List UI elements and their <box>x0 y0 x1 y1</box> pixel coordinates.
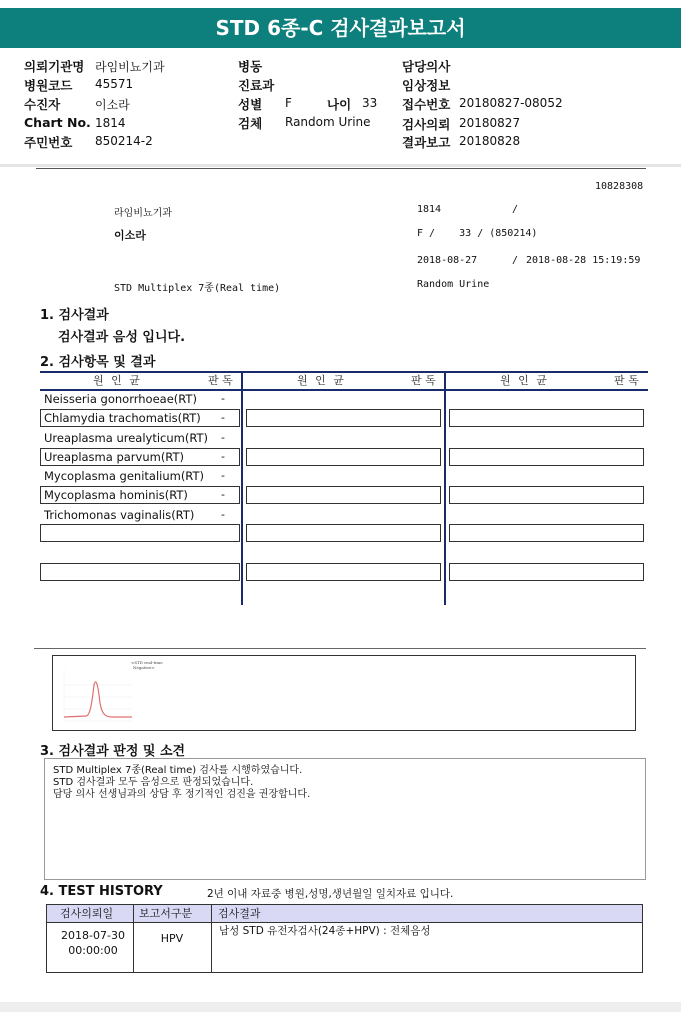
chart-title-line1: <STD real-time <box>131 660 163 665</box>
empty-cell <box>246 486 441 504</box>
section4-title: 4. TEST HISTORY <box>40 884 163 899</box>
table-divider-2 <box>444 373 446 605</box>
sheet-top-line <box>36 168 646 169</box>
opinion-line: STD Multiplex 7종(Real time) 검사를 시행하였습니다. <box>53 765 303 776</box>
history-header-result: 검사결과 <box>218 907 261 920</box>
table-row: Trichomonas vaginalis(RT) <box>44 508 195 522</box>
section2-title: 2. 검사항목 및 결과 <box>40 355 156 370</box>
sheet-sex-age: F / 33 / (850214) <box>417 228 538 239</box>
sheet-patient: 이소라 <box>114 229 146 242</box>
empty-cell <box>246 409 441 427</box>
report-title: STD 6종-C 검사결과보고서 <box>0 8 681 48</box>
label-test-request: 검사의뢰 <box>402 117 451 132</box>
sheet-test-name: STD Multiplex 7종(Real time) <box>114 283 281 294</box>
empty-cell <box>449 448 644 466</box>
section1-title: 1. 검사결과 <box>40 308 109 323</box>
empty-cell <box>246 563 441 581</box>
label-specimen: 검체 <box>238 116 263 131</box>
header-judge-1: 판 독 <box>208 374 233 387</box>
table-row-result: - <box>221 411 225 424</box>
label-referral-org: 의뢰기관명 <box>24 59 85 74</box>
table-row: Neisseria gonorrhoeae(RT) <box>44 392 197 406</box>
header-organism-2: 원 인 균 <box>297 374 346 387</box>
value-resident-no: 850214-2 <box>95 134 153 148</box>
section3-title: 3. 검사결과 판정 및 소견 <box>40 744 186 759</box>
sheet-slash: / <box>512 204 519 215</box>
value-hospital-code: 45571 <box>95 77 134 91</box>
table-divider-1 <box>241 373 243 605</box>
label-sex: 성별 <box>238 97 263 112</box>
label-result-report: 결과보고 <box>402 135 451 150</box>
header-organism-1: 원 인 균 <box>93 374 142 387</box>
pcr-chart-box <box>52 655 636 731</box>
chart-title-line2: Negative> <box>133 665 155 670</box>
history-table <box>46 904 643 973</box>
table-row: Mycoplasma hominis(RT) <box>44 488 188 502</box>
sheet-chart-no: 1814 <box>417 204 442 215</box>
table-row-result: - <box>221 508 225 521</box>
table-row-result: - <box>221 469 225 482</box>
table-row: Chlamydia trachomatis(RT) <box>44 411 201 425</box>
label-department: 진료과 <box>238 78 275 93</box>
history-header-type: 보고서구분 <box>139 907 193 920</box>
value-referral-org: 라임비뇨기과 <box>95 60 165 74</box>
table-row-result: - <box>221 431 225 444</box>
table-row: Ureaplasma parvum(RT) <box>44 450 184 464</box>
empty-cell <box>449 563 644 581</box>
label-clinical-info: 임상정보 <box>402 78 451 93</box>
empty-cell <box>40 524 240 542</box>
empty-cell <box>449 524 644 542</box>
value-patient: 이소라 <box>95 98 130 112</box>
history-note: 2년 이내 자료중 병원,성명,생년월일 일치자료 입니다. <box>207 888 454 900</box>
table-row-result: - <box>221 392 225 405</box>
header-judge-3: 판 독 <box>614 374 639 387</box>
value-result-report: 20180828 <box>459 134 521 148</box>
label-resident-no: 주민번호 <box>24 135 73 150</box>
sheet-date-reported: 2018-08-28 15:19:59 <box>526 255 641 266</box>
empty-cell <box>246 448 441 466</box>
opinion-line: 담당 의사 선생님과의 상담 후 정기적인 검진을 권장합니다. <box>53 789 311 800</box>
label-patient: 수진자 <box>24 97 61 112</box>
history-type: HPV <box>160 932 184 945</box>
history-date <box>55 928 131 958</box>
empty-cell <box>449 409 644 427</box>
label-doctor: 담당의사 <box>402 59 451 74</box>
history-divider <box>211 905 212 972</box>
table-row-result: - <box>221 488 225 501</box>
header-judge-2: 판 독 <box>411 374 436 387</box>
value-age: 33 <box>362 96 378 110</box>
history-result: 남성 STD 유전자검사(24종+HPV) : 전체음성 <box>219 925 431 937</box>
sheet-specimen: Random Urine <box>417 279 490 290</box>
history-date-line1: 2018-07-30 <box>61 929 125 942</box>
amplification-curve-thumbnail <box>56 659 136 729</box>
chart-title <box>131 660 163 670</box>
history-header-date: 검사의뢰일 <box>60 907 114 920</box>
header-divider <box>0 164 681 167</box>
opinion-line: STD 검사결과 모두 음성으로 판정되었습니다. <box>53 777 254 788</box>
opinion-box <box>44 758 646 880</box>
history-header <box>47 905 642 923</box>
header-organism-3: 원 인 균 <box>500 374 549 387</box>
sheet-date-sep: / <box>512 255 519 266</box>
value-chart-no: 1814 <box>95 116 126 130</box>
label-ward: 병동 <box>238 59 263 74</box>
section1-result: 검사결과 음성 입니다. <box>58 330 186 345</box>
table-row: Ureaplasma urealyticum(RT) <box>44 431 209 445</box>
footer-bar <box>0 1002 681 1012</box>
empty-cell <box>449 486 644 504</box>
history-date-line2: 00:00:00 <box>68 944 118 957</box>
table-row: Mycoplasma genitalium(RT) <box>44 469 204 483</box>
value-test-request: 20180827 <box>459 116 521 130</box>
value-sex: F <box>285 96 292 110</box>
label-receipt-no: 접수번호 <box>402 97 451 112</box>
sheet-date-received: 2018-08-27 <box>417 255 478 266</box>
chart-top-line <box>34 648 646 649</box>
value-specimen: Random Urine <box>285 115 371 129</box>
results-table-header <box>40 371 648 391</box>
empty-cell <box>40 563 240 581</box>
label-hospital-code: 병원코드 <box>24 78 73 93</box>
table-row-result: - <box>221 450 225 463</box>
label-age: 나이 <box>327 97 352 112</box>
sheet-hospital: 라임비뇨기과 <box>114 208 172 219</box>
empty-cell <box>246 524 441 542</box>
value-receipt-no: 20180827-08052 <box>459 96 563 110</box>
sheet-code: 10828308 <box>595 181 644 192</box>
label-chart-no: Chart No. <box>24 115 91 130</box>
